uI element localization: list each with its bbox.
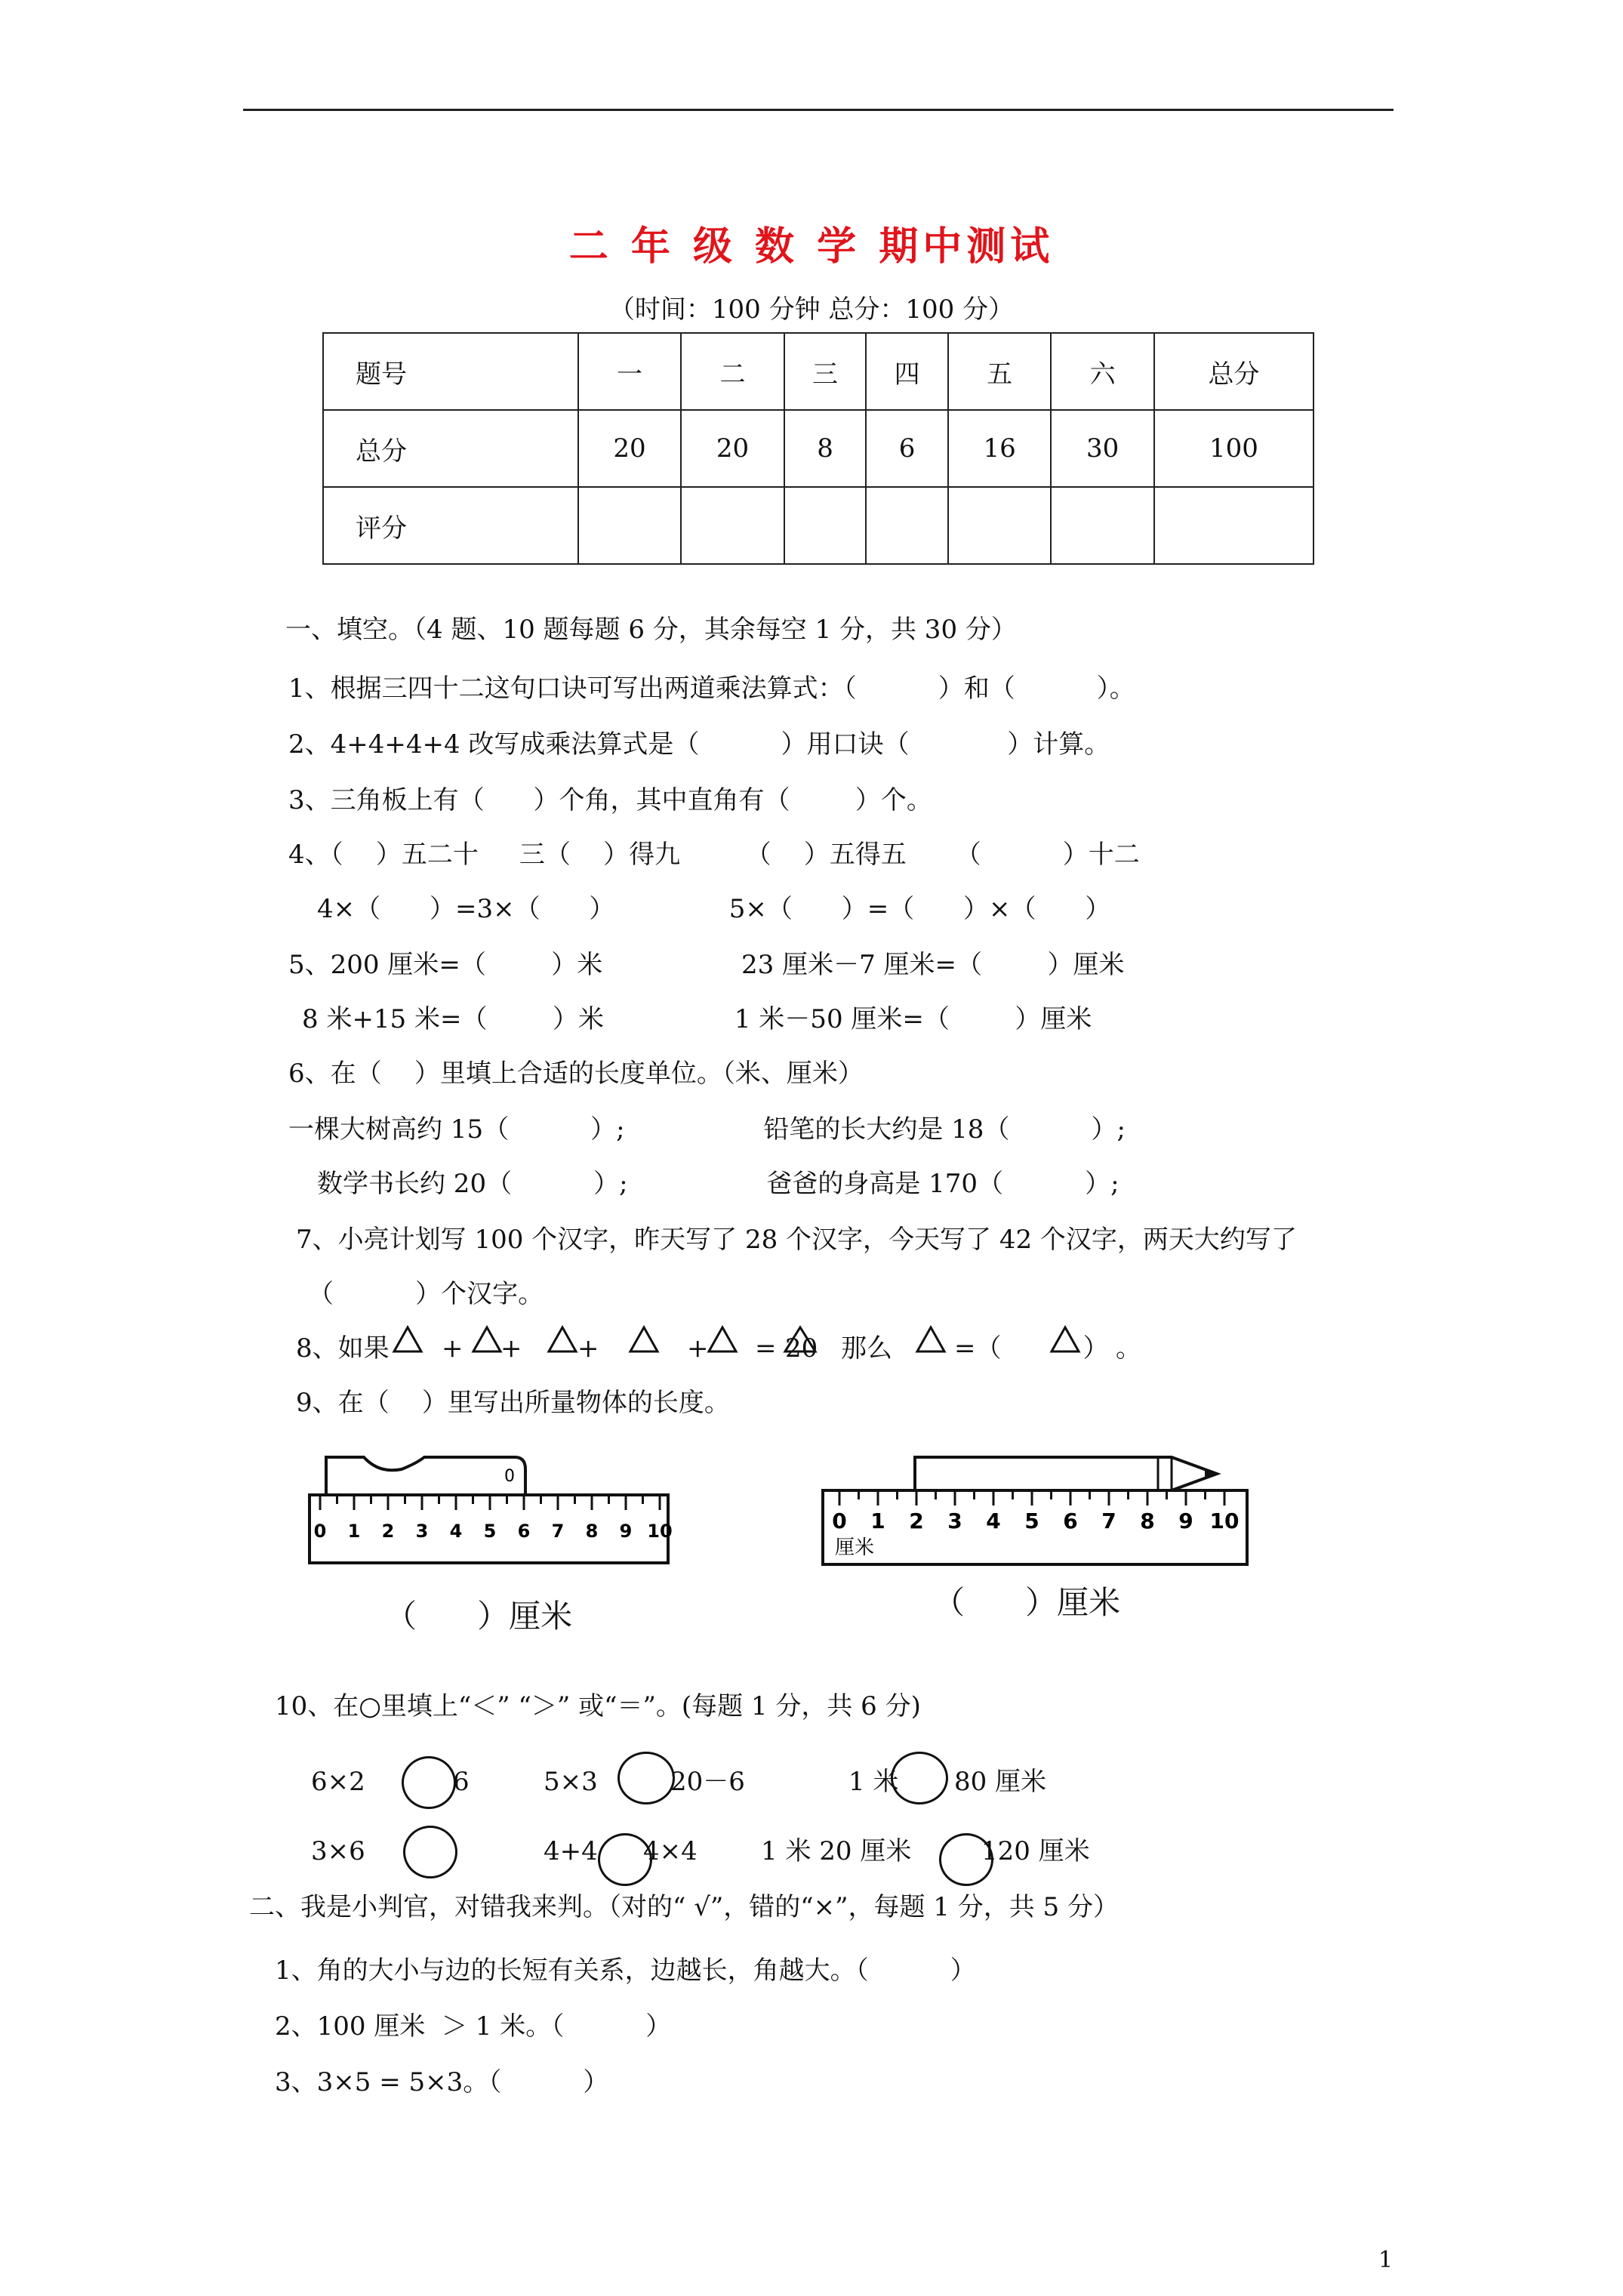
question-4b: 4×（ ）=3×（ ） 5×（ ）=（ ）×（ ） <box>317 894 1111 924</box>
table-cell: 20 <box>578 410 682 487</box>
triangle-icon <box>1050 1326 1080 1353</box>
table-row-grade <box>323 487 1313 564</box>
ruler-tick-label: 3 <box>947 1509 962 1533</box>
compare-left: 5×3 <box>544 1767 598 1797</box>
ruler-left-answer[interactable]: （ ）厘米 <box>385 1598 573 1635</box>
plus-sign: + <box>442 1333 463 1364</box>
answer-blank[interactable]: =（ ） <box>954 1333 1109 1364</box>
table-cell: 30 <box>1051 410 1154 487</box>
grade-cell[interactable] <box>1051 487 1154 564</box>
ruler-tick-label: 8 <box>1140 1509 1155 1533</box>
ruler-tick-label: 8 <box>585 1521 599 1542</box>
then-label: 那么 <box>841 1333 892 1364</box>
table-cell: 二 <box>681 333 784 410</box>
ruler-right-answer[interactable]: （ ）厘米 <box>933 1584 1121 1621</box>
question-10: 10、在○里填上“＜” “＞” 或“＝”。(每题 1 分，共 6 分) <box>275 1691 921 1721</box>
judge-question-1: 1、角的大小与边的长短有关系，边越长，角越大。（ ） <box>275 1955 976 1986</box>
table-cell: 100 <box>1154 410 1313 487</box>
equals-sign: = <box>755 1333 777 1364</box>
ruler-tick-label: 3 <box>415 1521 429 1542</box>
question-9: 9、在（ ）里写出所量物体的长度。 <box>296 1388 730 1418</box>
table-cell: 6 <box>866 410 948 487</box>
eraser-shape <box>326 1457 525 1495</box>
table-cell: 16 <box>948 410 1052 487</box>
triangle-icon <box>393 1326 423 1353</box>
table-cell: 8 <box>784 410 867 487</box>
triangle-icon <box>916 1326 946 1353</box>
ruler-tick-label: 9 <box>1178 1509 1193 1533</box>
judge-question-3: 3、3×5 = 5×3。（ ） <box>275 2067 609 2097</box>
section2-heading: 二、我是小判官，对错我来判。（对的“ √”，错的“×”，每题 1 分，共 5 分） <box>249 1892 1119 1922</box>
compare-left: 4+4 <box>544 1836 598 1866</box>
ruler-tick-label: 2 <box>909 1509 924 1533</box>
question-2: 2、4+4+4+4 改写成乘法算式是（ ）用口诀（ ）计算。 <box>288 729 1110 760</box>
plus-sign: + <box>687 1333 709 1364</box>
compare-left: 1 米 <box>848 1767 899 1797</box>
judge-question-2: 2、100 厘米 ＞ 1 米。（ ） <box>275 2011 672 2042</box>
table-cell: 三 <box>784 333 867 410</box>
table-cell: 总分 <box>1154 333 1313 410</box>
question-5a: 5、200 厘米=（ ）米 23 厘米－7 厘米=（ ）厘米 <box>288 950 1125 980</box>
table-cell: 四 <box>866 333 948 410</box>
ruler-tick-label: 9 <box>619 1521 633 1542</box>
ruler-tick-label: 10 <box>1209 1509 1240 1533</box>
section1-heading: 一、填空。（4 题、10 题每题 6 分，其余每空 1 分，共 30 分） <box>285 615 1017 645</box>
table-cell: 20 <box>681 410 784 487</box>
table-cell: 五 <box>948 333 1052 410</box>
grade-cell[interactable] <box>948 487 1052 564</box>
compare-circle-input[interactable] <box>891 1752 948 1804</box>
ruler-tick-label: 10 <box>647 1521 673 1542</box>
grade-cell[interactable] <box>578 487 682 564</box>
table-cell: 评分 <box>323 487 578 564</box>
grade-cell[interactable] <box>681 487 784 564</box>
ruler-tick-label: 0 <box>313 1521 327 1542</box>
ruler-tick-label: 4 <box>986 1509 1001 1533</box>
ruler-tick-label: 1 <box>347 1521 361 1542</box>
ruler-tick-label: 5 <box>483 1521 497 1542</box>
ruler-unit-label: 厘米 <box>835 1536 875 1559</box>
table-row-header <box>323 333 1313 410</box>
grade-cell[interactable] <box>866 487 948 564</box>
table-cell: 题号 <box>323 333 578 410</box>
sum-value: 20 <box>785 1333 818 1364</box>
exam-info: （时间：100 分钟 总分：100 分） <box>608 294 1015 325</box>
ruler-tick-label: 1 <box>870 1509 885 1533</box>
triangle-icon <box>629 1326 659 1353</box>
page-number: 1 <box>1378 2247 1394 2273</box>
ruler-tick-label: 6 <box>517 1521 531 1542</box>
ruler-tick-label: 0 <box>832 1509 847 1533</box>
question-6b: 数学书长约 20（ ）; 爸爸的身高是 170（ ）; <box>317 1169 1119 1199</box>
compare-left: 1 米 20 厘米 <box>761 1836 912 1866</box>
table-cell: 六 <box>1051 333 1154 410</box>
table-cell: 一 <box>578 333 682 410</box>
plus-sign: + <box>577 1333 599 1364</box>
ruler-tick-label: 5 <box>1024 1509 1039 1533</box>
question-1: 1、根据三四十二这句口诀可写出两道乘法算式：（ ）和（ ）。 <box>288 673 1135 704</box>
triangle-icon <box>784 1326 817 1353</box>
question-7a: 7、小亮计划写 100 个汉字，昨天写了 28 个汉字，今天写了 42 个汉字，两天大约写了 <box>296 1225 1297 1255</box>
compare-right: 80 厘米 <box>954 1767 1047 1797</box>
question-6: 6、在（ ）里填上合适的长度单位。（米、厘米） <box>288 1059 864 1089</box>
grade-cell[interactable] <box>1154 487 1313 564</box>
triangle-icon <box>472 1326 502 1353</box>
table-cell: 总分 <box>323 410 578 487</box>
ruler-left-figure <box>302 1448 679 1584</box>
question-8-prefix: 8、如果 <box>296 1333 390 1364</box>
triangle-icon <box>707 1326 738 1353</box>
question-7b: （ ）个汉字。 <box>308 1279 544 1309</box>
compare-right: 20－6 <box>670 1767 745 1797</box>
compare-circle-input[interactable] <box>403 1826 457 1878</box>
page-title: 二 年 级 数 学 期中测试 <box>568 224 1055 270</box>
plus-sign: + <box>500 1333 522 1364</box>
question-5b: 8 米+15 米=（ ）米 1 米－50 厘米=（ ）厘米 <box>302 1004 1092 1034</box>
compare-circle-input[interactable] <box>402 1756 456 1809</box>
top-rule <box>243 109 1394 111</box>
compare-right: 120 厘米 <box>981 1836 1090 1866</box>
triangle-icon <box>547 1326 577 1353</box>
compare-left: 6×2 <box>311 1767 365 1797</box>
compare-right: 4×4 <box>643 1836 698 1866</box>
score-table <box>322 332 1314 565</box>
ruler-tick-label: 2 <box>381 1521 395 1542</box>
ruler-tick-label: 6 <box>1063 1509 1078 1533</box>
ruler-tick-label: 7 <box>551 1521 565 1542</box>
compare-circle-input[interactable] <box>617 1752 675 1804</box>
question-4a: 4、（ ）五二十 三（ ）得九 （ ）五得五 （ ）十二 <box>288 840 1140 870</box>
object-mark: 0 <box>504 1467 515 1486</box>
ruler-tick-label: 4 <box>449 1521 463 1542</box>
question-6a: 一棵大树高约 15（ ）; 铅笔的长大约是 18（ ）; <box>288 1114 1126 1145</box>
grade-cell[interactable] <box>784 487 867 564</box>
ruler-tick-label: 7 <box>1101 1509 1116 1533</box>
period: 。 <box>1116 1333 1141 1364</box>
compare-left: 3×6 <box>311 1836 365 1866</box>
table-row-points <box>323 410 1313 487</box>
compare-right: 6 <box>453 1767 470 1797</box>
ruler-right-figure <box>817 1441 1255 1576</box>
question-3: 3、三角板上有（ ）个角，其中直角有（ ）个。 <box>288 785 932 815</box>
